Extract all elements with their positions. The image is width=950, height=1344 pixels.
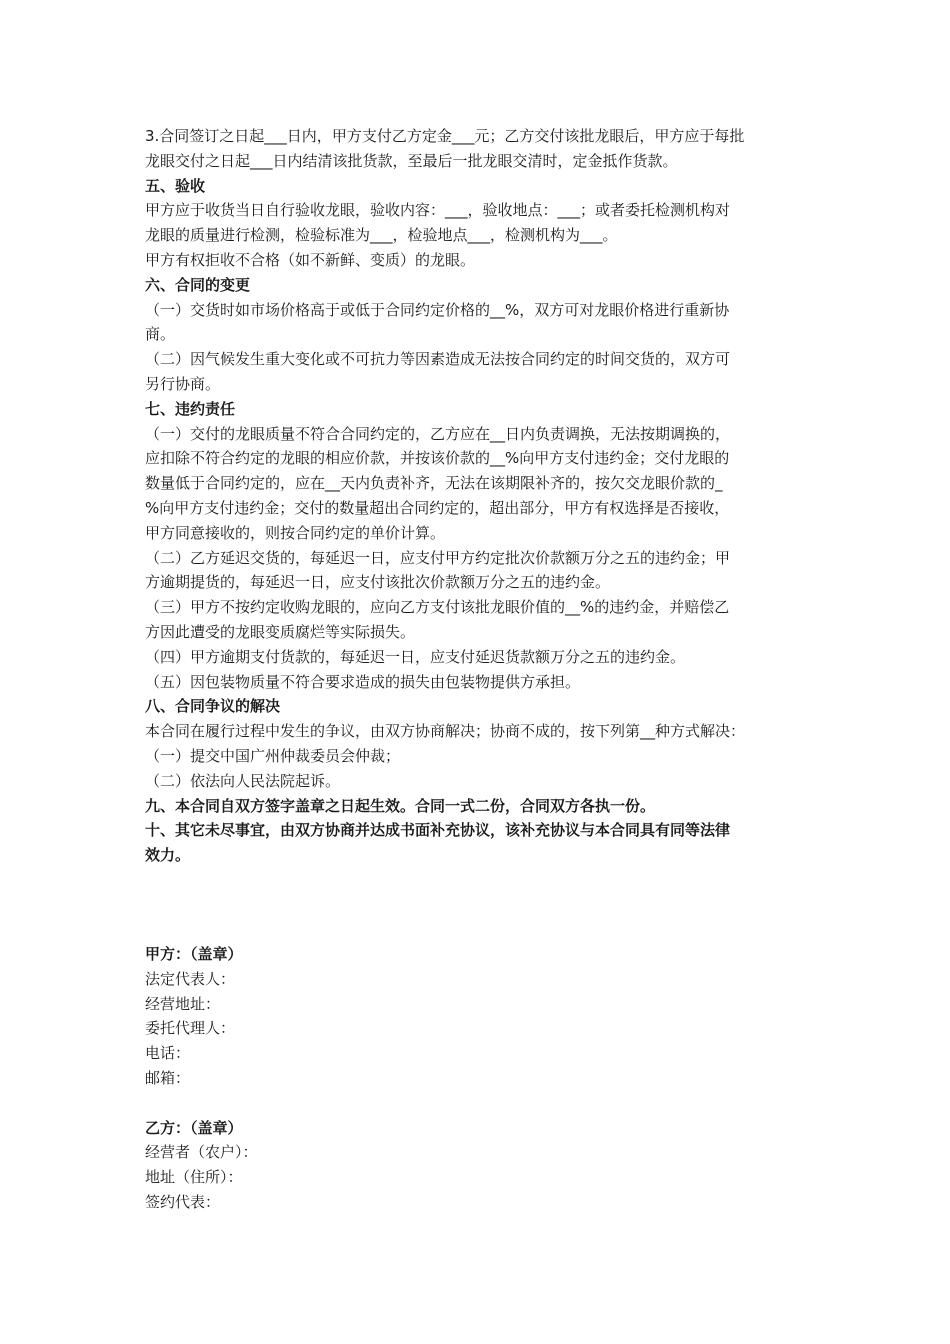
section-5-line: 甲方应于收货当日自行验收龙眼，验收内容：___，验收地点：___；或者委托检测机构对 bbox=[145, 201, 731, 220]
party-a-address-field: 经营地址： bbox=[145, 994, 221, 1013]
section-9-clause: 九、本合同自双方签字盖章之日起生效。合同一式二份，合同双方各执一份。 bbox=[145, 796, 656, 815]
party-a-signature-block bbox=[145, 942, 810, 1091]
party-a-legal-rep-field: 法定代表人： bbox=[145, 969, 236, 988]
party-a-email-field: 邮箱： bbox=[145, 1068, 191, 1087]
party-a-phone-field: 电话： bbox=[145, 1044, 191, 1063]
section-7-line: （一）交付的龙眼质量不符合合同约定的，乙方应在__日内负责调换，无法按期调换的， bbox=[145, 424, 731, 443]
party-a-heading: 甲方：（盖章） bbox=[145, 944, 243, 963]
clause-3-line-2: 龙眼交付之日起___日内结清该批货款，至最后一批龙眼交清时，定金抵作货款。 bbox=[145, 151, 678, 170]
section-7-line: （四）甲方逾期支付货款的，每延迟一日，应支付延迟货款额万分之五的违约金。 bbox=[145, 647, 686, 666]
clause-3-line-1: 3.合同签订之日起___日内，甲方支付乙方定金___元；乙方交付该批龙眼后，甲方应于每批 bbox=[145, 127, 745, 145]
section-5-heading: 五、验收 bbox=[145, 176, 206, 195]
section-7-heading: 七、违约责任 bbox=[145, 399, 236, 418]
section-6-line: 商。 bbox=[145, 325, 176, 344]
section-6-line: （一）交货时如市场价格高于或低于合同约定价格的__%，双方可对龙眼价格进行重新协 bbox=[145, 300, 730, 319]
section-8-heading: 八、合同争议的解决 bbox=[145, 697, 281, 716]
section-7-line: 应扣除不符合约定的龙眼的相应价款，并按该价款的__%向甲方支付违约金；交付龙眼的 bbox=[145, 449, 730, 468]
section-7-line: 方逾期提货的，每延迟一日，应支付该批次价款额万分之五的违约金。 bbox=[145, 573, 611, 592]
section-7-line: 数量低于合同约定的，应在__天内负责补齐，无法在该期限补齐的，按欠交龙眼价款的_ bbox=[145, 474, 723, 493]
party-gap bbox=[145, 1091, 810, 1116]
section-6-heading: 六、合同的变更 bbox=[145, 275, 251, 294]
party-b-address-field: 地址（住所）： bbox=[145, 1168, 243, 1187]
party-b-signature-block bbox=[145, 1116, 810, 1215]
section-7-line: %向甲方支付违约金；交付的数量超出合同约定的，超出部分，甲方有权选择是否接收， bbox=[145, 498, 730, 517]
contract-page bbox=[145, 124, 810, 1215]
section-10-line: 效力。 bbox=[145, 846, 191, 865]
section-7-line: （三）甲方不按约定收购龙眼的，应向乙方支付该批龙眼价值的__%的违约金，并赔偿乙 bbox=[145, 598, 730, 617]
section-6-line: （二）因气候发生重大变化或不可抗力等因素造成无法按合同约定的时间交货的，双方可 bbox=[145, 350, 731, 369]
section-7-line: 方因此遭受的龙眼变质腐烂等实际损失。 bbox=[145, 622, 416, 641]
section-8-line: （二）依法向人民法院起诉。 bbox=[145, 771, 341, 790]
section-8-line: （一）提交中国广州仲裁委员会仲裁； bbox=[145, 746, 401, 765]
signature-gap bbox=[145, 868, 810, 942]
party-b-operator-field: 经营者（农户）： bbox=[145, 1143, 258, 1162]
party-a-agent-field: 委托代理人： bbox=[145, 1019, 236, 1038]
party-b-heading: 乙方：（盖章） bbox=[145, 1118, 243, 1137]
section-7-line: （五）因包装物质量不符合要求造成的损失由包装物提供方承担。 bbox=[145, 672, 581, 691]
section-5-line: 甲方有权拒收不合格（如不新鲜、变质）的龙眼。 bbox=[145, 250, 476, 269]
section-8-line: 本合同在履行过程中发生的争议，由双方协商解决；协商不成的，按下列第__种方式解决： bbox=[145, 722, 746, 741]
section-10-line: 十、其它未尽事宜，由双方协商并达成书面补充协议，该补充协议与本合同具有同等法律 bbox=[145, 821, 731, 840]
section-7-line: 甲方同意接收的，则按合同约定的单价计算。 bbox=[145, 523, 446, 542]
section-6-line: 另行协商。 bbox=[145, 374, 221, 393]
section-5-line: 龙眼的质量进行检测，检验标准为___，检验地点___，检测机构为___。 bbox=[145, 226, 618, 245]
party-b-representative-field: 签约代表： bbox=[145, 1193, 221, 1212]
section-7-line: （二）乙方延迟交货的，每延迟一日，应支付甲方约定批次价款额万分之五的违约金；甲 bbox=[145, 548, 731, 567]
